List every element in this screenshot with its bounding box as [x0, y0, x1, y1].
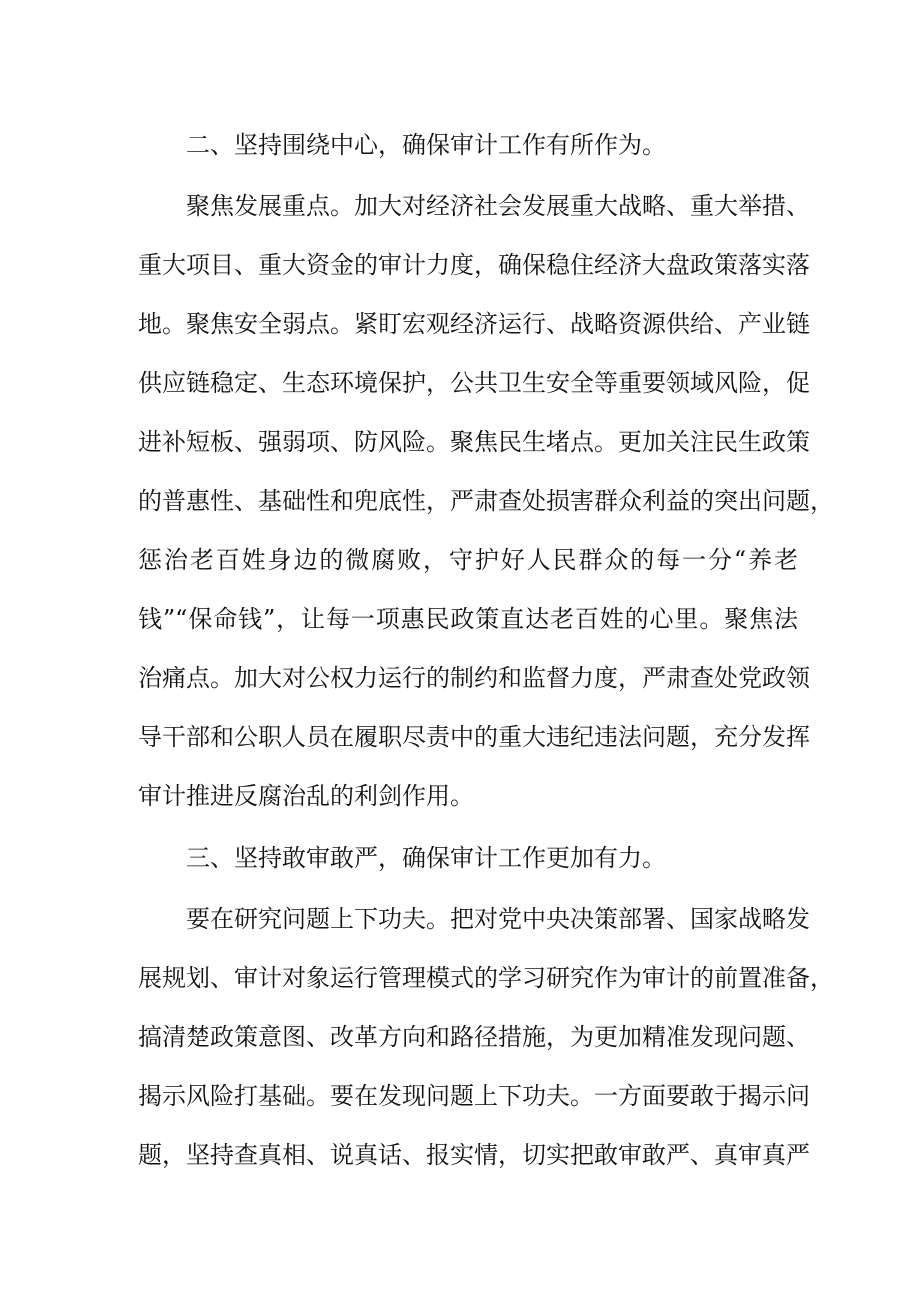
paragraph-line: 惩治老百姓身边的微腐败，守护好人民群众的每一分“养老	[138, 546, 798, 574]
paragraph-line: 展规划、审计对象运行管理模式的学习研究作为审计的前置准备，	[138, 964, 834, 992]
paragraph-line: 进补短板、强弱项、防风险。聚焦民生堵点。更加关注民生政策	[138, 428, 810, 456]
paragraph-line: 的普惠性、基础性和兜底性，严肃查处损害群众利益的突出问题，	[138, 487, 834, 515]
paragraph-line: 供应链稳定、生态环境保护，公共卫生安全等重要领域风险，促	[138, 369, 810, 397]
paragraph-line: 聚焦发展重点。加大对经济社会发展重大战略、重大举措、	[186, 192, 810, 220]
section-heading-2: 二、坚持围绕中心，确保审计工作有所作为。	[186, 131, 666, 159]
paragraph-line: 揭示风险打基础。要在发现问题上下功夫。一方面要敢于揭示问	[138, 1082, 810, 1110]
paragraph-line: 题，坚持查真相、说真话、报实情，切实把敢审敢严、真审真严	[138, 1141, 810, 1169]
paragraph-line: 要在研究问题上下功夫。把对党中央决策部署、国家战略发	[186, 905, 810, 933]
paragraph-line: 地。聚焦安全弱点。紧盯宏观经济运行、战略资源供给、产业链	[138, 310, 810, 338]
paragraph-line: 导干部和公职人员在履职尽责中的重大违纪违法问题，充分发挥	[138, 723, 810, 751]
paragraph-line: 搞清楚政策意图、改革方向和路径措施，为更加精准发现问题、	[138, 1023, 810, 1051]
paragraph-line: 治痛点。加大对公权力运行的制约和监督力度，严肃查处党政领	[138, 664, 810, 692]
paragraph-line: 重大项目、重大资金的审计力度，确保稳住经济大盘政策落实落	[138, 251, 810, 279]
paragraph-line: 钱”“保命钱”，让每一项惠民政策直达老百姓的心里。聚焦法	[138, 605, 798, 633]
section-heading-3: 三、坚持敢审敢严，确保审计工作更加有力。	[186, 844, 666, 872]
paragraph-line: 审计推进反腐治乱的利剑作用。	[138, 782, 474, 810]
